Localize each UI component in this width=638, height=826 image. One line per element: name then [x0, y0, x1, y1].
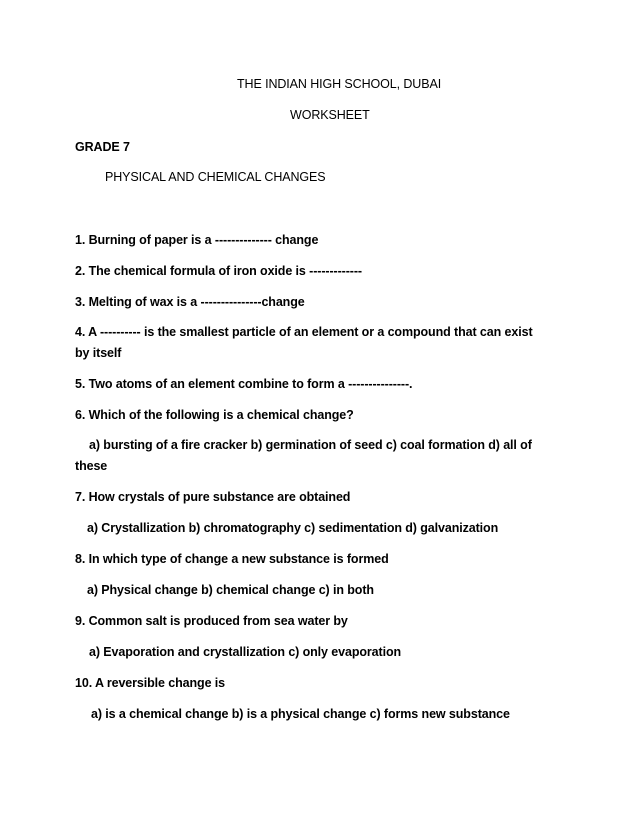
question-4: 4. A ---------- is the smallest particle of an element or a compound that can exist [75, 325, 533, 339]
question-6-options: a) bursting of a fire cracker b) germination of seed c) coal formation d) all of [89, 438, 532, 452]
question-6: 6. Which of the following is a chemical change? [75, 408, 354, 422]
question-4-continuation: by itself [75, 346, 122, 360]
question-6-options-continuation: these [75, 459, 108, 473]
question-8: 8. In which type of change a new substance is formed [75, 552, 389, 566]
question-8-options: a) Physical change b) chemical change c) in both [87, 583, 374, 597]
question-3: 3. Melting of wax is a ---------------change [75, 295, 305, 309]
question-1: 1. Burning of paper is a -------------- change [75, 233, 319, 247]
question-2: 2. The chemical formula of iron oxide is ------------- [75, 264, 362, 278]
document-type: WORKSHEET [290, 108, 370, 122]
question-9: 9. Common salt is produced from sea water by [75, 614, 348, 628]
school-name: THE INDIAN HIGH SCHOOL, DUBAI [237, 77, 442, 91]
topic-title: PHYSICAL AND CHEMICAL CHANGES [105, 170, 326, 184]
question-7-options: a) Crystallization b) chromatography c) sedimentation d) galvanization [87, 521, 499, 535]
grade-label: GRADE 7 [75, 140, 130, 154]
question-9-options: a) Evaporation and crystallization c) only evaporation [89, 645, 402, 659]
question-10: 10. A reversible change is [75, 676, 226, 690]
question-10-options: a) is a chemical change b) is a physical change c) forms new substance [91, 707, 510, 721]
question-5: 5. Two atoms of an element combine to form a ---------------. [75, 377, 413, 391]
question-7: 7. How crystals of pure substance are obtained [75, 490, 351, 504]
